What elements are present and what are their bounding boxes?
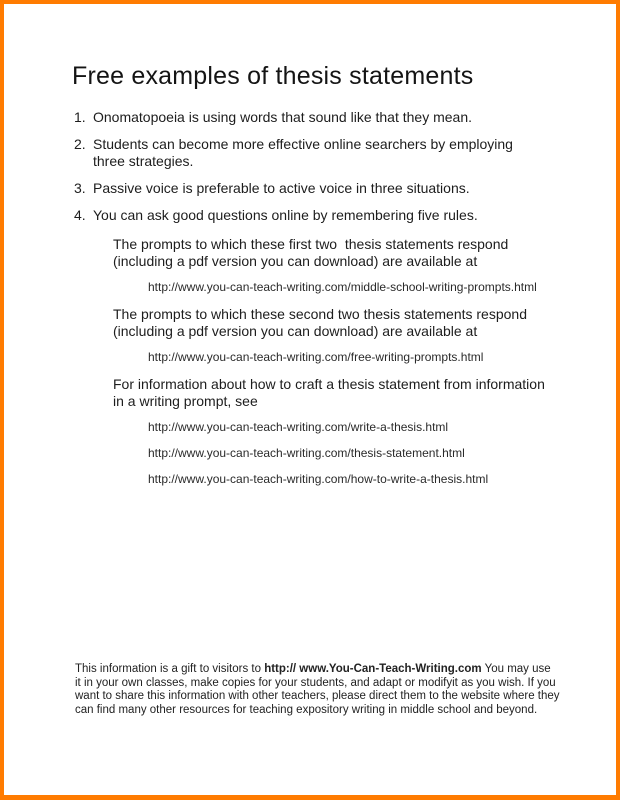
resource-url-write-a-thesis: http://www.you-can-teach-writing.com/write-a-thesis.html [148, 420, 449, 434]
thesis-item-1 [74, 109, 596, 126]
footer-text: This information is a gift to visitors to [75, 663, 265, 675]
resource-url-thesis-statement: http://www.you-can-teach-writing.com/thesis-statement.html [148, 446, 465, 460]
note-paragraph-2: The prompts to which these second two thesis statements respond (including a pdf version you can download) are available at [113, 306, 527, 339]
thesis-item-3 [74, 180, 596, 197]
item-text: You can ask good questions online by remembering five rules. [93, 207, 478, 223]
page-content [4, 61, 616, 717]
footer-text: You may use [481, 663, 551, 675]
item-text: Onomatopoeia is using words that sound like that they mean. [93, 109, 472, 125]
note-paragraph-1: The prompts to which these first two thesis statements respond (including a pdf version you can download) are available at [113, 236, 509, 269]
item-number: 4. [74, 207, 86, 223]
footer-line-3: want to share this information with other teachers, please direct them to the website where they [75, 690, 560, 702]
resource-url-free-writing-prompts: http://www.you-can-teach-writing.com/free-writing-prompts.html [148, 350, 484, 364]
resource-url-how-to-write-a-thesis: http://www.you-can-teach-writing.com/how-to-write-a-thesis.html [148, 472, 489, 486]
item-number: 3. [74, 180, 86, 196]
site-name: http:// www.You-Can-Teach-Writing.com [264, 663, 482, 675]
footer-line-1 [75, 663, 596, 677]
item-text: Students can become more effective online searchers by employing three strategies. [93, 136, 513, 169]
page-title: Free examples of thesis statements [72, 62, 474, 90]
note-paragraph-3: For information about how to craft a thesis statement from information in a writing prompt, see [113, 376, 545, 409]
resource-url-middle-school-writing-prompts: http://www.you-can-teach-writing.com/middle-school-writing-prompts.html [148, 280, 537, 294]
item-number: 2. [74, 136, 86, 152]
thesis-list [72, 109, 596, 224]
footer-line-2: it in your own classes, make copies for your students, and adapt or modifyit as you wish. If you [75, 676, 556, 689]
footer-line-4: can find many other resources for teaching expository writing in middle school and beyond. [75, 703, 538, 716]
thesis-item-2 [74, 136, 596, 170]
item-number: 1. [74, 109, 86, 125]
thesis-item-4 [74, 207, 596, 224]
item-text: Passive voice is preferable to active voice in three situations. [93, 180, 470, 196]
footer-note [75, 663, 596, 717]
